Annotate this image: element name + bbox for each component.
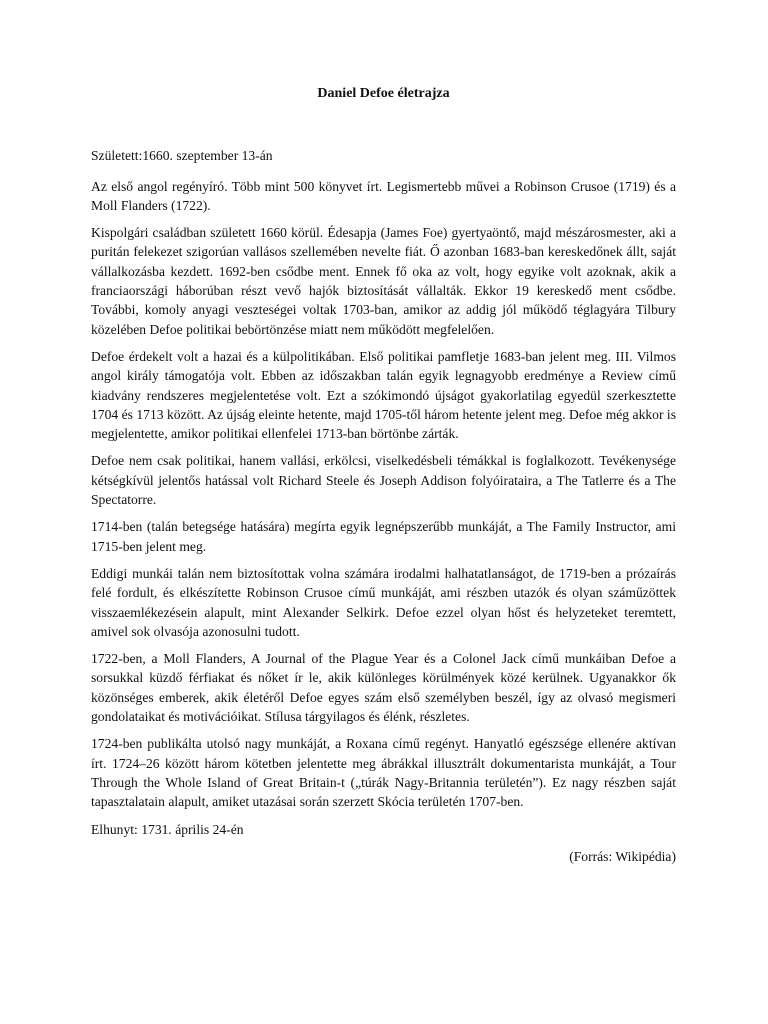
source-citation: (Forrás: Wikipédia) [569, 848, 676, 864]
politics-paragraph: Defoe érdekelt volt a hazai és a külpolitikában. Első politikai pamfletje 1683-ban jelent meg. III. Vilmos angol király támogatója volt. Ebben az időszakban talán egyik legnagyobb eredménye a Review című kiadvány rendszeres megjelentetése volt. Ezt a szókimondó újságot gyakorlatilag egyedül szerkesztette 1704 és 1713 között. Az újság eleinte hetente, majd 1705-től három hetente jelent meg. Defoe még akkor is megjelentette, amikor politikai ellenfelei 1713-ban börtönbe zárták. [91, 348, 676, 442]
robinson-crusoe-paragraph: Eddigi munkái talán nem biztosítottak volna számára irodalmi halhatatlanságot, de 1719-ben a prózaírás felé fordult, és elkészítette Robinson Crusoe című munkáját, ami részben utazók és olyan száműzöttek visszaemlékezésein alapult, mint Alexander Selkirk. Defoe ezzel olyan hőst és helyzeteket teremtett, amivel sok olvasója azonosulni tudott. [91, 565, 676, 639]
late-works-paragraph: 1724-ben publikálta utolsó nagy munkáját, a Roxana című regényt. Hanyatló egészsége ellenére aktívan írt. 1724–26 között három kötetben jelentette meg ábrákkal illusztrált dokumentarista munkáját, a Tour Through the Whole Island of Great Britain-t („túrák Nagy-Britannia területén”). Ez nagy részben saját tapasztalatain alapult, amiket utazásai során szerzett Skócia területén 1707-ben. [91, 736, 676, 810]
family-instructor-paragraph: 1714-ben (talán betegsége hatására) megírta egyik legnépszerűbb munkáját, a The Family Instructor, ami 1715-ben jelent meg. [91, 519, 676, 554]
moll-flanders-paragraph: 1722-ben, a Moll Flanders, A Journal of the Plague Year és a Colonel Jack című munkáiban Defoe a sorsukkal küzdő férfiakat és nőket ír le, akik különleges körülmények közé kerülnek. Ugyanakkor ők közönséges emberek, akik életéről Defoe egyes szám első személyben beszél, így az olvasó megismeri gondolataikat és motivációikat. Stílusa tárgyilagos és élénk, részletes. [91, 651, 676, 725]
early-life-paragraph: Kispolgári családban született 1660 körül. Édesapja (James Foe) gyertyaöntő, majd mészárosmester, aki a puritán felekezet szigorúan vallásos szellemében nevelte fiát. Ő azonban 1683-ban kereskedőnek állt, saját vállalkozásba kezdett. 1692-ben csődbe ment. Ennek fő oka az volt, hogy egyike volt azoknak, akik a franciaországi háborúban részt vevő hajók biztosítását vállalták. Ekkor 19 kereskedő ment csődbe. További, komoly anyagi veszteségei voltak 1703-ban, amikor az addig jól működő téglagyára Tilbury közelében Defoe politikai bebörtönzése miatt nem működött megfelelően. [91, 225, 676, 337]
document-title: Daniel Defoe életrajza [317, 86, 450, 101]
document-body [91, 84, 676, 866]
topics-paragraph: Defoe nem csak politikai, hanem vallási, erkölcsi, viselkedésbeli témákkal is foglalkozott. Tevékenysége kétségkívül jelentős hatással volt Richard Steele és Joseph Addison folyóirataira, a The Tatlerre és a The Spectatorre. [91, 453, 676, 508]
intro-paragraph: Az első angol regényíró. Több mint 500 könyvet írt. Legismertebb művei a Robinson Crusoe (1719) és a Moll Flanders (1722). [91, 178, 676, 213]
death-date-paragraph: Elhunyt: 1731. április 24-én [91, 821, 244, 837]
birth-date-paragraph: Született:1660. szeptember 13-án [91, 148, 273, 164]
